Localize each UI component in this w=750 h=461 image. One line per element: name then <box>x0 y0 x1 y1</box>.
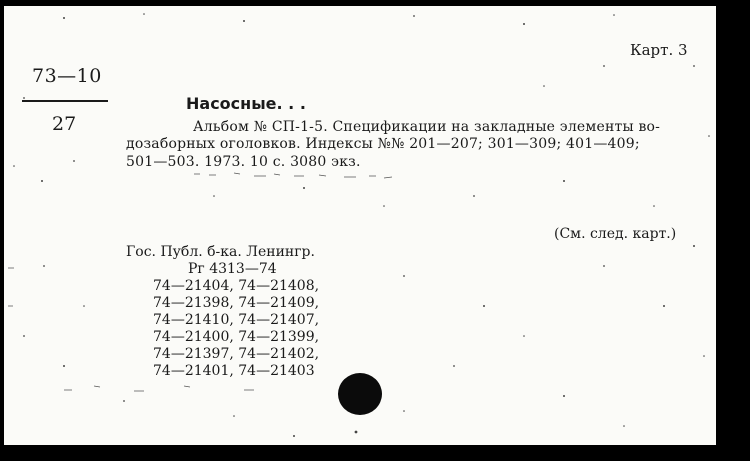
holding-library: Гос. Публ. б-ка. Ленингр. <box>126 244 315 260</box>
description-line-1: Альбом № СП-1-5. Спецификации на закладные элементы во- <box>193 119 661 135</box>
accession-line: 74—21400, 74—21399, <box>153 329 320 345</box>
catalog-card <box>4 6 716 445</box>
shelf-mark-top: 73—10 <box>32 65 102 87</box>
shelf-mark-divider <box>22 100 108 102</box>
registration-number: Рг 4313—74 <box>188 261 277 277</box>
description-line-2: дозаборных оголовков. Индексы №№ 201—207; 301—309; 401—409; <box>126 136 640 152</box>
accession-line: 74—21398, 74—21409, <box>153 295 320 311</box>
card-number: Карт. 3 <box>630 41 688 59</box>
accession-line: 74—21410, 74—21407, <box>153 312 320 328</box>
accession-line: 74—21404, 74—21408, <box>153 278 320 294</box>
accession-line: 74—21401, 74—21403 <box>153 363 315 379</box>
accession-line: 74—21397, 74—21402, <box>153 346 320 362</box>
description-line-3: 501—503. 1973. 10 с. 3080 экз. <box>126 154 361 170</box>
card-heading: Насосные. . . <box>186 94 306 113</box>
punch-hole <box>338 373 382 415</box>
see-next-card-note: (См. след. карт.) <box>554 226 677 242</box>
shelf-mark-bottom: 27 <box>52 113 77 135</box>
